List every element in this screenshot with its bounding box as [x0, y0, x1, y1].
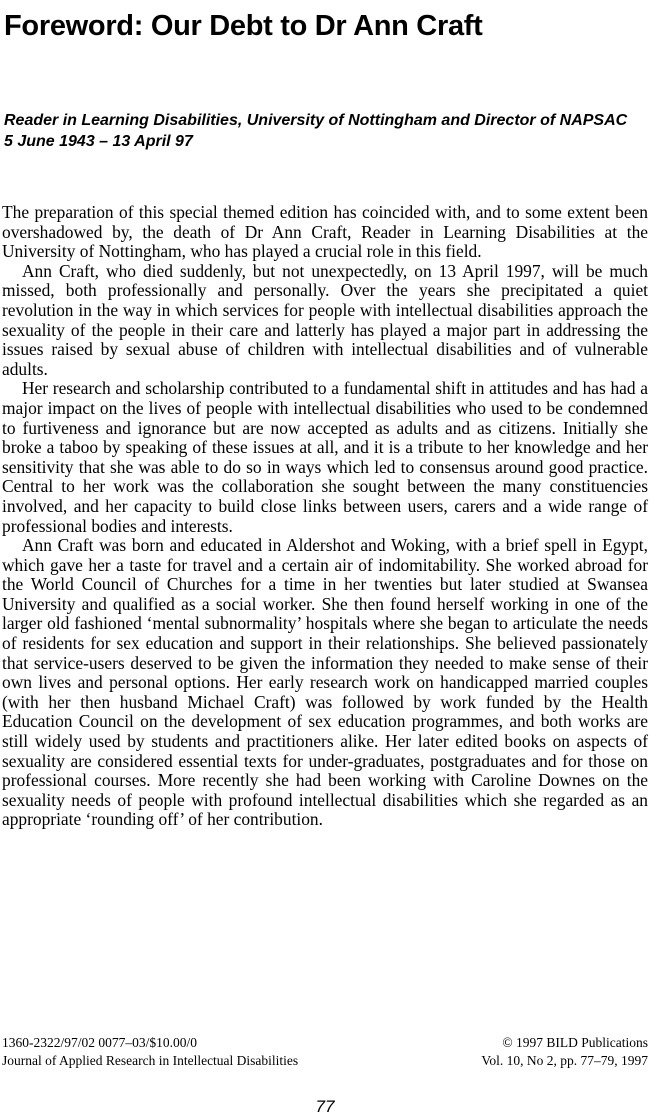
footer-volume: Vol. 10, No 2, pp. 77–79, 1997 [481, 1053, 648, 1068]
body-paragraph: Ann Craft, who died suddenly, but not unexpectedly, on 13 April 1997, will be much missed, both professionally and personally. Over the years she precipitated a quiet revolution in the way in which services for people with intellectual disabilities approach the sexuality of the people in their care and latterly has played a major part in addressing the issues raised by sexual abuse of children with intellectual disabilities and of vulnerable adults. [2, 260, 648, 379]
footer-issn-price: 1360-2322/97/02 0077–03/$10.00/0 [2, 1035, 197, 1050]
body-paragraph: Ann Craft was born and educated in Aldershot and Woking, with a brief spell in Egypt, which gave her a taste for travel and a certain air of indomitability. She worked abroad for the World Council of Churches for a time in her twenties but later studied at Swansea University and qualified as a social worker. She then found herself working in one of the larger old fashioned ‘mental subnormality’ hospitals where she began to articulate the needs of residents for sex education and support in their relationships. She believed passionately that service-users deserved to be given the information they needed to make sense of their own lives and personal options. Her early research work on handicapped married couples (with her then husband Michael Craft) was followed by work funded by the Health Education Council on the development of sex education programmes, and both works are still widely used by students and practitioners alike. Her later edited books on aspects of sexuality are considered essential texts for under-graduates, postgraduates and for those on professional courses. More recently she had been working with Caroline Downes on the sexuality needs of people with profound intellectual disabilities which she regarded as an appropriate ‘rounding off’ of her contribution. [2, 535, 648, 830]
page-footer [2, 1034, 648, 1070]
body-paragraph: The preparation of this special themed edition has coincided with, and to some extent been overshadowed by, the death of Dr Ann Craft, Reader in Learning Disabilities at the University of Nottingham, who has played a crucial role in this field. [2, 202, 648, 262]
article-title: Foreword: Our Debt to Dr Ann Craft [4, 10, 483, 42]
article-subtitle: Reader in Learning Disabilities, University of Nottingham and Director of NAPSAC 5 June 1943 – 13 April 97 [4, 112, 628, 150]
footer-left [2, 1034, 298, 1070]
footer-copyright: © 1997 BILD Publications [502, 1035, 648, 1050]
footer-right [481, 1034, 648, 1070]
body-paragraph: Her research and scholarship contributed to a fundamental shift in attitudes and has had a major impact on the lives of people with intellectual disabilities who used to be condemned to furtiveness and ignorance but are now accepted as adults and as citizens. Initially she broke a taboo by speaking of these issues at all, and it is a tribute to her knowledge and her sensitivity that she was able to do so in ways which led to consensus around good practice. Central to her work was the collaboration she sought between the many constituencies involved, and her capacity to build close links between users, carers and a wide range of professional bodies and interests. [2, 378, 648, 536]
article-body [2, 203, 648, 830]
page-number: 77 [315, 1097, 335, 1116]
footer-journal-name: Journal of Applied Research in Intellectual Disabilities [2, 1053, 299, 1068]
